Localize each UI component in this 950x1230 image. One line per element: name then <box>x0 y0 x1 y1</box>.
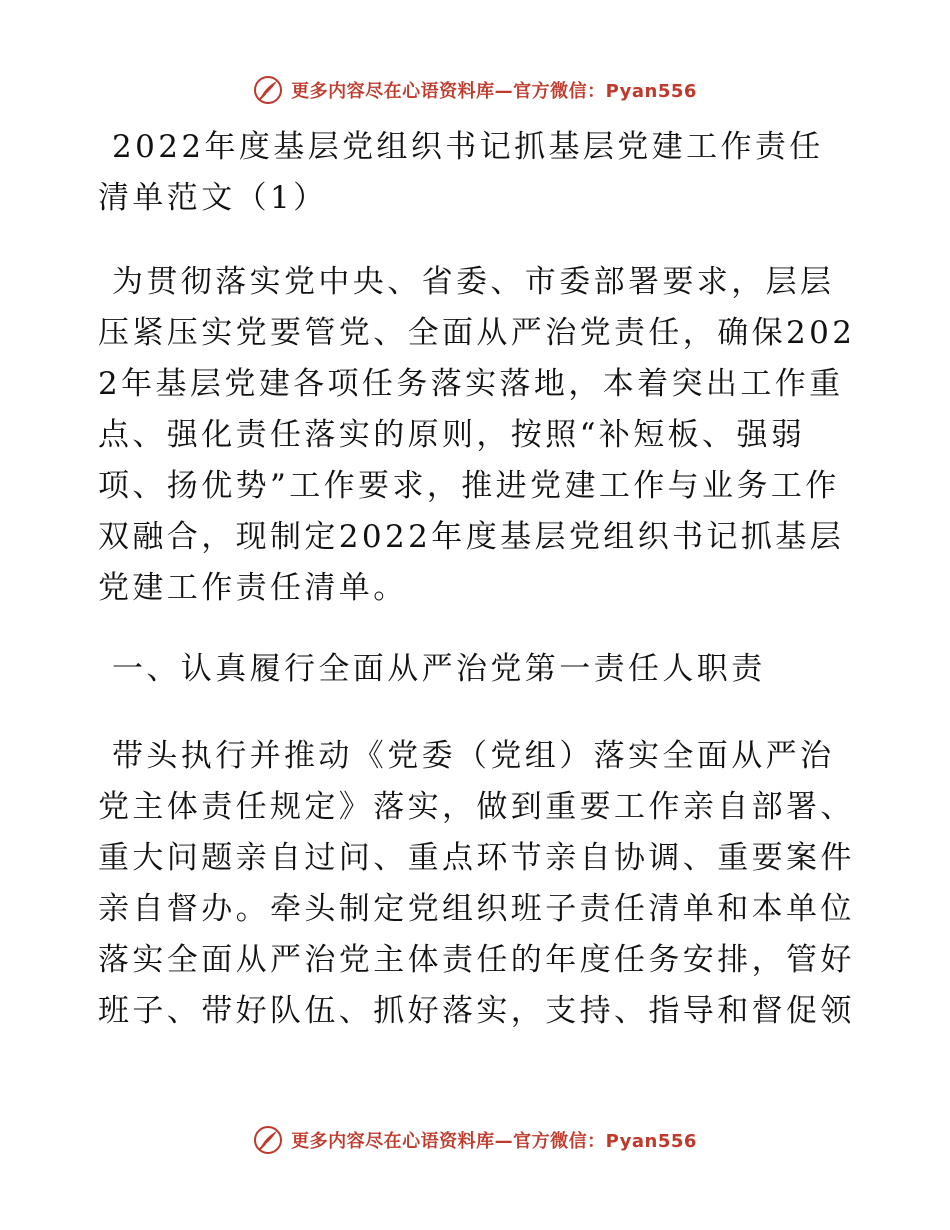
document-body <box>98 122 858 1037</box>
document-title: 2022年度基层党组织书记抓基层党建工作责任清单范文（1） <box>98 129 824 216</box>
quill-logo-icon <box>253 75 283 105</box>
paragraph-section-1: 带头执行并推动《党委（党组）落实全面从严治党主体责任规定》落实，做到重要工作亲自部署、重大问题亲自过问、重点环节亲自协调、重要案件亲自督办。牵头制定党组织班子责任清单和本单位落实全面从严治党主体责任的年度任务安排，管好班子、带好队伍、抓好落实，支持、指导和督促领 <box>98 738 855 1029</box>
paragraph-intro: 为贯彻落实党中央、省委、市委部署要求，层层压紧压实党要管党、全面从严治党责任，确保2022年基层党建各项任务落实落地，本着突出工作重点、强化责任落实的原则，按照“补短板、强弱项、扬优势”工作要求，推进党建工作与业务工作双融合，现制定2022年度基层党组织书记抓基层党建工作责任清单。 <box>98 264 856 606</box>
banner-text: 更多内容尽在心语资料库—官方微信：Pyan556 <box>291 1131 697 1152</box>
section-heading-1: 一、认真履行全面从严治党第一责任人职责 <box>112 651 766 687</box>
banner-text: 更多内容尽在心语资料库—官方微信：Pyan556 <box>291 81 697 102</box>
footer-watermark-banner <box>0 1120 950 1160</box>
quill-logo-icon <box>253 1125 283 1155</box>
header-watermark-banner <box>0 70 950 110</box>
